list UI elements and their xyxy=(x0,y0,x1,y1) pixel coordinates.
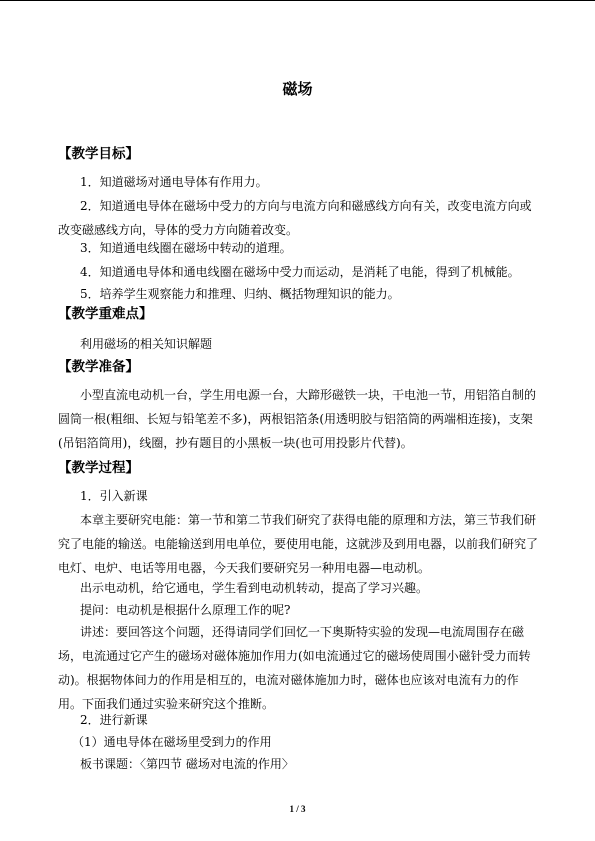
process-subheading-1: （1）通电导体在磁场里受到力的作用 xyxy=(72,735,272,749)
section-heading-process: 【教学过程】 xyxy=(58,460,139,476)
goal-item-2: 2．知道通电导体在磁场中受力的方向与电流方向和磁感线方向有关，改变电流方向或改变磁感线方向，导体的受力方向随着改变。 xyxy=(58,199,532,237)
process-step-2: 2．进行新课 xyxy=(80,713,148,727)
goal-item-5: 5．培养学生观察能力和推理、归纳、概括物理知识的能力。 xyxy=(80,287,400,301)
process-paragraph-4: 讲述：要回答这个问题，还得请同学们回忆一下奥斯特实验的发现—电流周围存在磁场，电流通过它产生的磁场对磁体施加作用力(如电流通过它的磁场使周围小磁针受力而转动)。根据物体间力的作用是相互的，电流对磁体施加力时，磁体也应该对电流有力的作用。下面我们通过实验来研究这个推断。 xyxy=(58,625,531,711)
process-step-1: 1．引入新课 xyxy=(80,489,148,503)
section-heading-prep: 【教学准备】 xyxy=(58,359,139,375)
keypoints-text: 利用磁场的相关知识解题 xyxy=(80,337,213,351)
prep-text: 小型直流电动机一台，学生用电源一台，大蹄形磁铁一块，干电池一节，用铝箔自制的圆筒一根(粗细、长短与铅笔差不多)，两根铝箔条(用透明胶与铝箔筒的两端相连接)，支架(吊铝箔筒用)，线圈，抄有题目的小黑板一块(也可用投影片代替)。 xyxy=(58,388,537,450)
board-title: 板书课题：〈第四节 磁场对电流的作用〉 xyxy=(80,757,294,771)
process-paragraph-2: 出示电动机，给它通电，学生看到电动机转动，提高了学习兴趣。 xyxy=(80,581,429,595)
header-rule xyxy=(0,0,595,1)
goal-item-1: 1．知道磁场对通电导体有作用力。 xyxy=(80,175,268,189)
process-paragraph-1: 本章主要研究电能：第一节和第二节我们研究了获得电能的原理和方法，第三节我们研究了电能的输送。电能输送到用电单位，要使用电能，这就涉及到用电器，以前我们研究了电灯、电炉、电话等用电器，今天我们要研究另一种用电器—电动机。 xyxy=(58,513,539,575)
process-paragraph-3: 提问：电动机是根据什么原理工作的呢? xyxy=(80,603,291,617)
section-heading-goals: 【教学目标】 xyxy=(58,146,139,162)
page-title: 磁场 xyxy=(282,80,313,98)
goal-item-3: 3．知道通电线圈在磁场中转动的道理。 xyxy=(80,241,292,255)
page-number: 1 / 3 xyxy=(289,804,306,814)
goal-item-4: 4．知道通电导体和通电线圈在磁场中受力而运动，是消耗了电能，得到了机械能。 xyxy=(80,265,520,279)
section-heading-keypoints: 【教学重难点】 xyxy=(58,306,153,322)
